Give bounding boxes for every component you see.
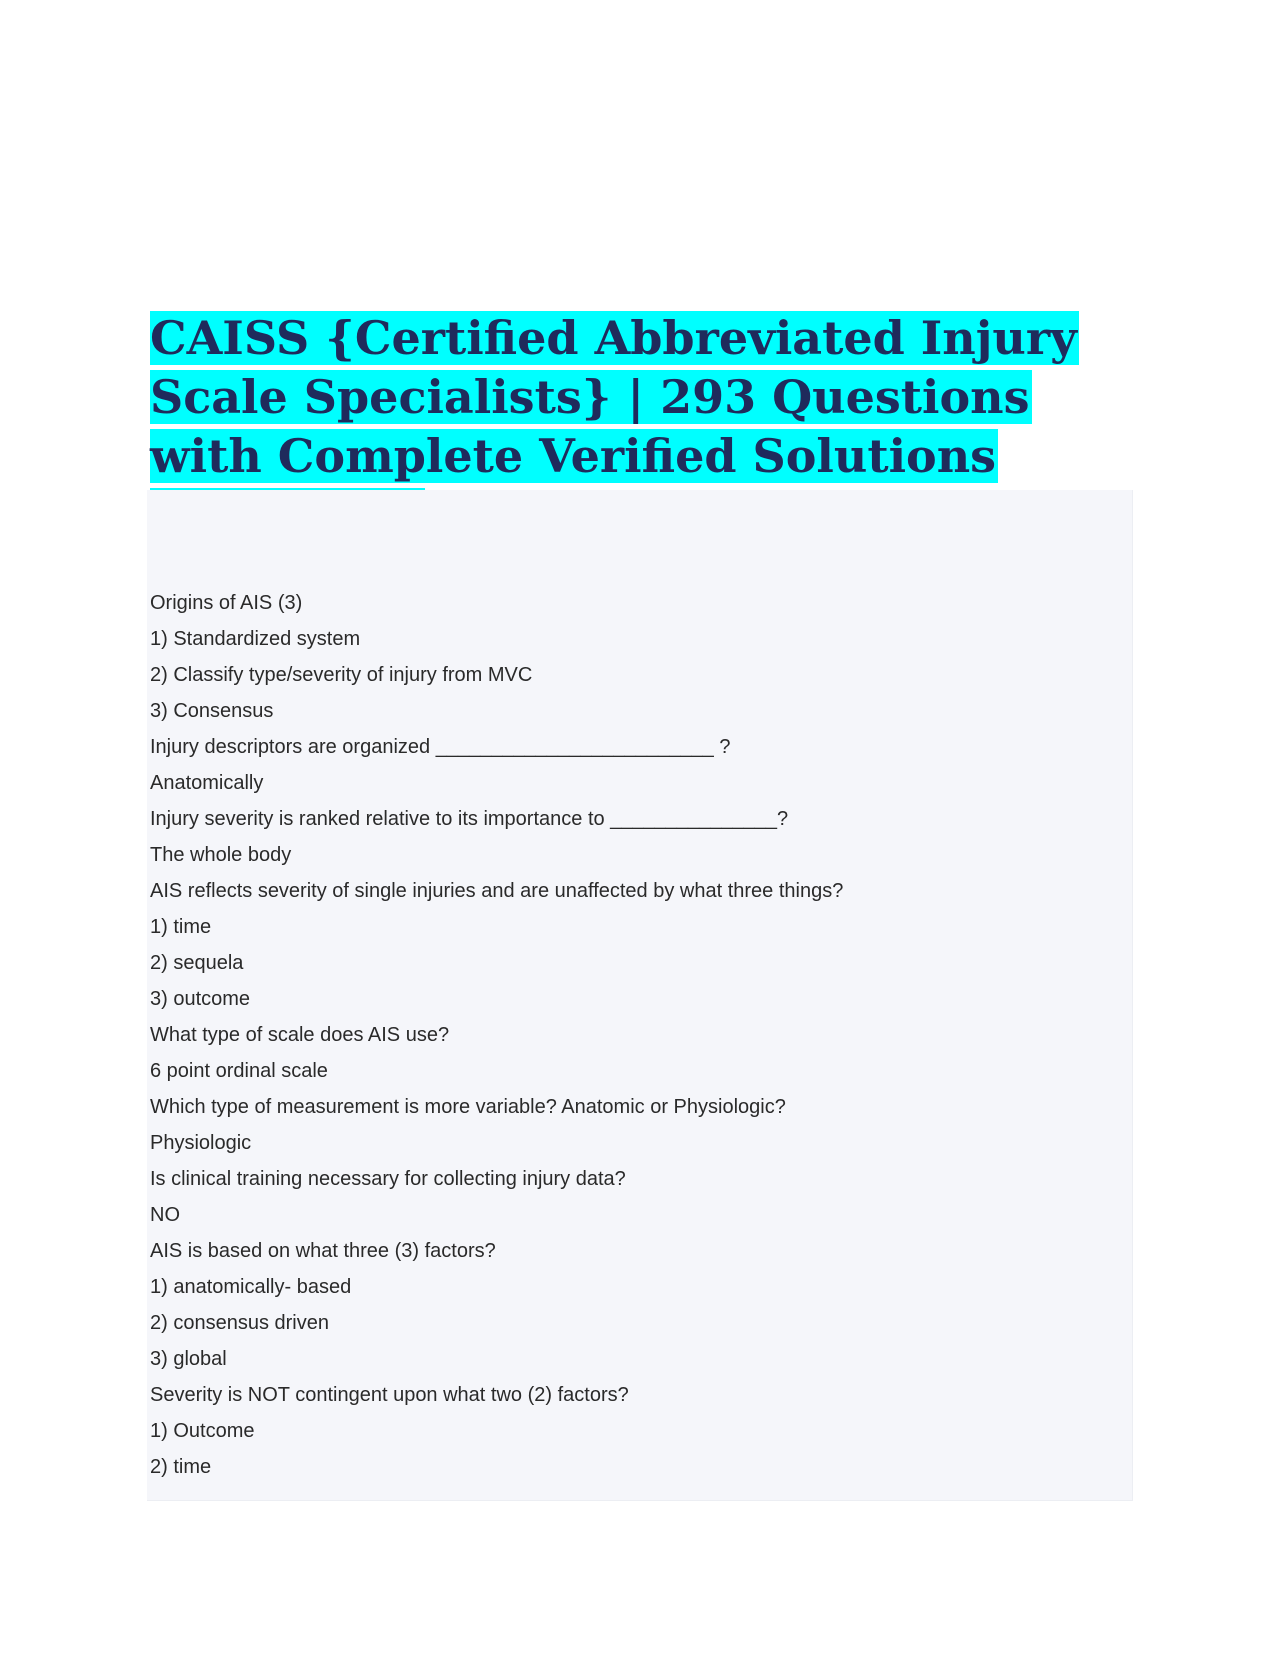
qa-line: Origins of AIS (3) [150, 592, 303, 614]
qa-line: Severity is NOT contingent upon what two (2) factors? [150, 1384, 629, 1406]
document-title-text: CAISS {Certified Abbreviated Injury Scale Specialists} | 293 Questions with Complete Verified Solutions [150, 311, 1079, 542]
qa-line: What type of scale does AIS use? [150, 1024, 450, 1046]
qa-line: 6 point ordinal scale [150, 1060, 328, 1082]
qa-line: AIS reflects severity of single injuries and are unaffected by what three things? [150, 880, 844, 902]
qa-line: 1) Standardized system [150, 628, 361, 650]
qa-line: Injury descriptors are organized _________________________ ? [150, 736, 731, 758]
qa-line: 3) outcome [150, 988, 251, 1010]
qa-line: 1) anatomically- based [150, 1276, 352, 1298]
qa-line: 2) consensus driven [150, 1312, 329, 1334]
qa-line: 3) Consensus [150, 700, 274, 722]
qa-line: NO [150, 1204, 180, 1226]
qa-line: 2) time [150, 1456, 212, 1478]
qa-content-panel [147, 490, 1133, 1501]
qa-line: The whole body [150, 844, 292, 866]
qa-line: AIS is based on what three (3) factors? [150, 1240, 496, 1262]
qa-line: 1) Outcome [150, 1420, 255, 1442]
qa-line: Which type of measurement is more variable? Anatomic or Physiologic? [150, 1096, 786, 1118]
qa-line: 3) global [150, 1348, 227, 1370]
qa-line: Physiologic [150, 1132, 252, 1154]
qa-line: Anatomically [150, 772, 264, 794]
qa-line: 2) Classify type/severity of injury from MVC [150, 664, 533, 686]
qa-line: Is clinical training necessary for collecting injury data? [150, 1168, 626, 1190]
qa-list [150, 585, 843, 1485]
qa-line: 2) sequela [150, 952, 244, 974]
qa-line: Injury severity is ranked relative to its importance to _______________? [150, 808, 789, 830]
qa-line: 1) time [150, 916, 212, 938]
